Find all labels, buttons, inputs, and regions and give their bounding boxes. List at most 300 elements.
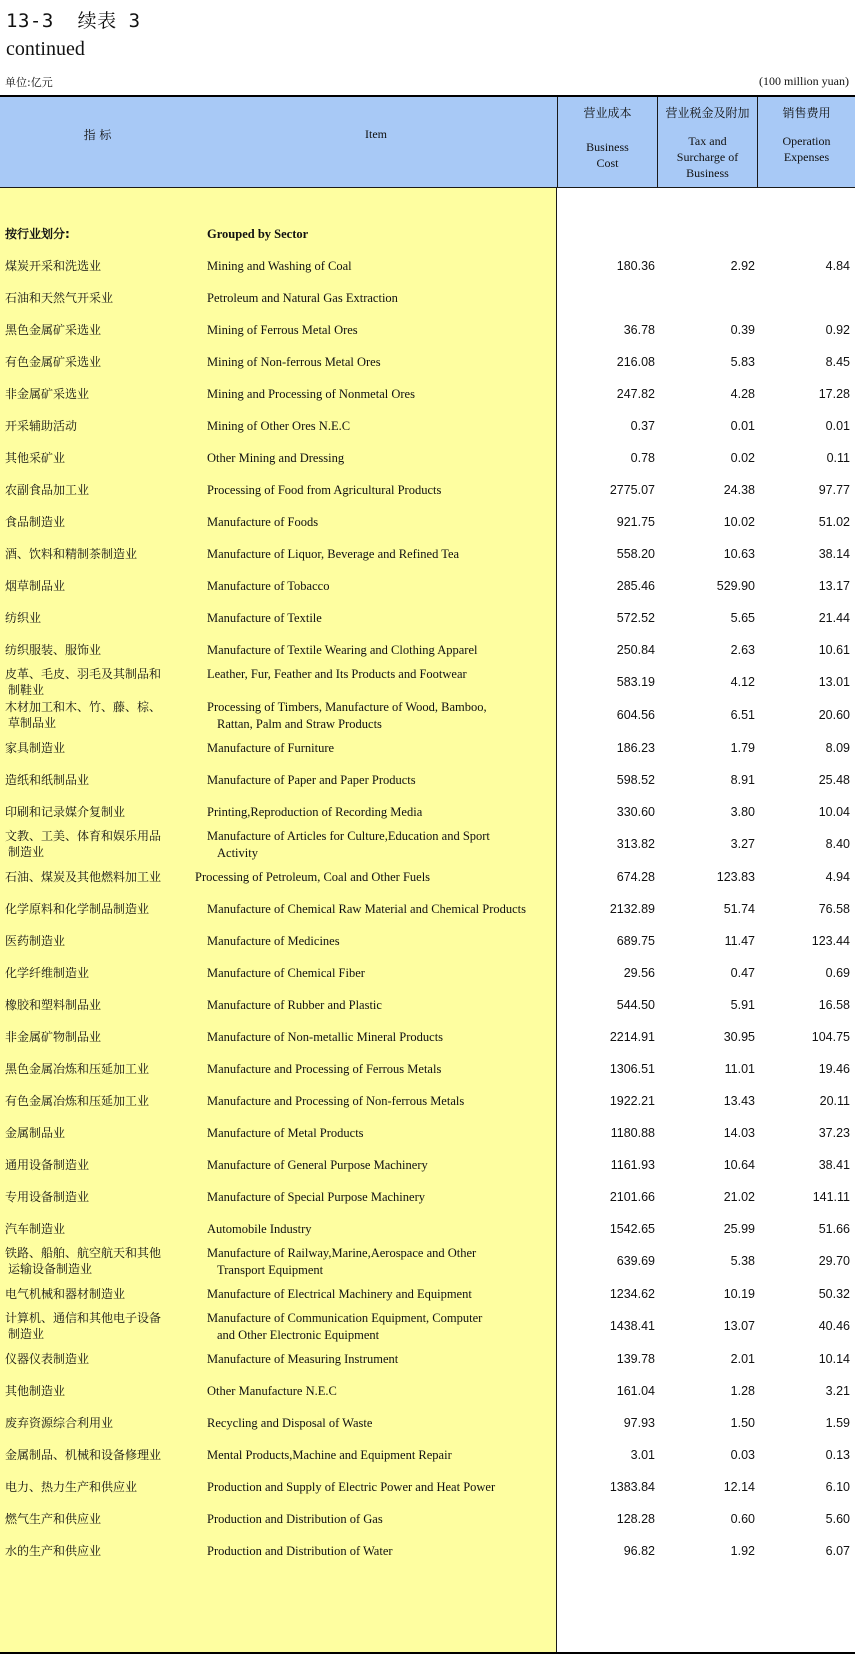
row-business-cost: 921.75 bbox=[616, 515, 655, 529]
row-business-cost: 2214.91 bbox=[609, 1030, 655, 1044]
row-indicator-cn bbox=[5, 901, 193, 917]
row-item-en bbox=[207, 901, 547, 918]
header-business-cost-en-1: Business bbox=[586, 140, 629, 154]
row-indicator-cn bbox=[5, 450, 193, 466]
row-item-en bbox=[207, 642, 547, 659]
row-operation-expenses: 3.21 bbox=[825, 1384, 850, 1398]
row-operation-expenses: 141.11 bbox=[812, 1190, 850, 1204]
row-indicator-cn bbox=[5, 1479, 193, 1495]
row-tax-surcharge: 0.03 bbox=[730, 1448, 755, 1462]
continued-label: continued bbox=[6, 38, 85, 60]
row-item-en-line: Manufacture of Non-metallic Mineral Products bbox=[207, 1030, 444, 1044]
row-indicator-cn-line: 纺织服装、服饰业 bbox=[5, 643, 102, 657]
row-indicator-cn-line: 铁路、船舶、航空航天和其他 bbox=[5, 1246, 162, 1260]
row-item-en bbox=[207, 1286, 547, 1303]
row-operation-expenses: 10.61 bbox=[818, 643, 850, 657]
row-tax-surcharge: 13.43 bbox=[723, 1094, 755, 1108]
row-business-cost: 97.93 bbox=[623, 1416, 655, 1430]
unit-label-en: (100 million yuan) bbox=[759, 74, 849, 88]
row-indicator-cn bbox=[5, 1189, 193, 1205]
row-item-en-line: Manufacture of Foods bbox=[207, 515, 319, 529]
row-indicator-cn-line: 专用设备制造业 bbox=[5, 1190, 90, 1204]
row-operation-expenses: 6.07 bbox=[825, 1544, 850, 1558]
row-business-cost: 689.75 bbox=[616, 934, 655, 948]
row-indicator-cn bbox=[5, 772, 193, 788]
row-item-en bbox=[207, 354, 547, 371]
row-item-en-line: Mining of Ferrous Metal Ores bbox=[207, 323, 358, 337]
row-business-cost: 0.78 bbox=[630, 451, 655, 465]
row-operation-expenses: 4.84 bbox=[825, 259, 850, 273]
row-item-en bbox=[207, 804, 547, 821]
row-item-en bbox=[207, 699, 547, 733]
row-indicator-cn-line: 非金属矿采选业 bbox=[5, 387, 90, 401]
row-operation-expenses: 4.94 bbox=[825, 870, 850, 884]
row-tax-surcharge: 123.83 bbox=[716, 870, 755, 884]
row-item-en-line: Processing of Timbers, Manufacture of Wood, Bamboo, bbox=[207, 700, 487, 714]
row-operation-expenses: 38.41 bbox=[818, 1158, 850, 1172]
row-indicator-cn-line: 草制品业 bbox=[8, 716, 57, 730]
row-business-cost: 1438.41 bbox=[609, 1319, 655, 1333]
row-item-en-line: Manufacture of Rubber and Plastic bbox=[207, 998, 382, 1012]
row-indicator-cn-line: 医药制造业 bbox=[5, 934, 66, 948]
row-tax-surcharge: 11.01 bbox=[724, 1062, 755, 1076]
row-indicator-cn bbox=[5, 546, 193, 562]
row-operation-expenses: 25.48 bbox=[818, 773, 850, 787]
row-item-en-line: Manufacture and Processing of Ferrous Metals bbox=[207, 1062, 442, 1076]
row-indicator-cn-line: 化学原料和化学制品制造业 bbox=[5, 902, 150, 916]
row-operation-expenses: 20.60 bbox=[818, 708, 850, 722]
row-item-en-line: Manufacture of Liquor, Beverage and Refined Tea bbox=[207, 547, 460, 561]
row-item-en-line: Mental Products,Machine and Equipment Repair bbox=[207, 1448, 452, 1462]
header-indicator bbox=[0, 97, 195, 187]
row-item-en-line: Manufacture of Articles for Culture,Education and Sport bbox=[207, 829, 490, 843]
header-operation-expenses-en-2: Expenses bbox=[783, 150, 830, 164]
row-operation-expenses: 104.75 bbox=[811, 1030, 850, 1044]
row-tax-surcharge: 10.19 bbox=[723, 1287, 755, 1301]
row-item-en bbox=[207, 1415, 547, 1432]
row-indicator-cn-line: 家具制造业 bbox=[5, 741, 66, 755]
row-item-en-line: Manufacture of Chemical Raw Material and Chemical Products bbox=[207, 902, 526, 916]
row-item-en-line: Leather, Fur, Feather and Its Products and Footwear bbox=[207, 667, 467, 681]
row-business-cost: 674.28 bbox=[616, 870, 655, 884]
row-indicator-cn bbox=[5, 642, 193, 658]
row-tax-surcharge: 21.02 bbox=[723, 1190, 755, 1204]
row-indicator-cn-line: 其他制造业 bbox=[5, 1384, 66, 1398]
row-indicator-cn bbox=[5, 1511, 193, 1527]
row-tax-surcharge: 51.74 bbox=[723, 902, 755, 916]
row-item-en bbox=[207, 418, 547, 435]
row-business-cost: 216.08 bbox=[616, 355, 655, 369]
row-business-cost: 161.04 bbox=[616, 1384, 655, 1398]
row-indicator-cn-line: 食品制造业 bbox=[5, 515, 66, 529]
row-item-en-line: Manufacture of Electrical Machinery and Equipment bbox=[207, 1287, 472, 1301]
row-operation-expenses: 0.13 bbox=[825, 1448, 850, 1462]
row-item-en-line: Manufacture of Furniture bbox=[207, 741, 335, 755]
row-item-en-line: Production and Distribution of Gas bbox=[207, 1512, 383, 1526]
row-item-en bbox=[207, 1189, 547, 1206]
row-operation-expenses: 0.92 bbox=[825, 323, 850, 337]
row-operation-expenses: 20.11 bbox=[819, 1094, 850, 1108]
row-indicator-cn-line: 制造业 bbox=[8, 1327, 45, 1341]
row-tax-surcharge: 5.83 bbox=[730, 355, 755, 369]
row-indicator-cn bbox=[5, 1157, 193, 1173]
header-operation-expenses bbox=[757, 97, 855, 187]
row-operation-expenses: 21.44 bbox=[818, 611, 850, 625]
row-tax-surcharge: 10.02 bbox=[723, 515, 755, 529]
row-operation-expenses: 97.77 bbox=[818, 483, 850, 497]
row-operation-expenses: 10.14 bbox=[818, 1352, 850, 1366]
row-item-en-line: Printing,Reproduction of Recording Media bbox=[207, 805, 423, 819]
row-item-en bbox=[207, 1221, 547, 1238]
row-item-en bbox=[207, 482, 547, 499]
row-operation-expenses: 38.14 bbox=[818, 547, 850, 561]
row-item-en-line: Recycling and Disposal of Waste bbox=[207, 1416, 373, 1430]
row-indicator-cn bbox=[5, 610, 193, 626]
row-item-en-line: Manufacture of Communication Equipment, Computer bbox=[207, 1311, 483, 1325]
row-item-en-line: Manufacture of Measuring Instrument bbox=[207, 1352, 399, 1366]
row-indicator-cn bbox=[5, 354, 193, 370]
row-indicator-cn-line: 橡胶和塑料制品业 bbox=[5, 998, 102, 1012]
row-indicator-cn bbox=[5, 1383, 193, 1399]
row-item-en-line: Other Mining and Dressing bbox=[207, 451, 345, 465]
row-item-en-line: Transport Equipment bbox=[217, 1263, 324, 1277]
row-tax-surcharge: 529.90 bbox=[716, 579, 755, 593]
row-indicator-cn-line: 黑色金属矿采选业 bbox=[5, 323, 102, 337]
row-operation-expenses: 5.60 bbox=[825, 1512, 850, 1526]
row-item-en-line: Manufacture of Medicines bbox=[207, 934, 340, 948]
row-item-en-line: Manufacture of Special Purpose Machinery bbox=[207, 1190, 425, 1204]
row-business-cost: 639.69 bbox=[616, 1254, 655, 1268]
row-business-cost: 3.01 bbox=[630, 1448, 655, 1462]
row-item-en bbox=[207, 740, 547, 757]
row-business-cost: 1306.51 bbox=[609, 1062, 655, 1076]
row-indicator-cn-line: 计算机、通信和其他电子设备 bbox=[5, 1311, 162, 1325]
row-indicator-cn-line: 制鞋业 bbox=[8, 683, 45, 697]
header-item-en: Item bbox=[365, 127, 387, 141]
row-tax-surcharge: 1.28 bbox=[730, 1384, 755, 1398]
row-indicator-cn-line: 印刷和记录媒介复制业 bbox=[5, 805, 126, 819]
row-business-cost: 1542.65 bbox=[609, 1222, 655, 1236]
row-tax-surcharge: 6.51 bbox=[730, 708, 755, 722]
row-indicator-cn bbox=[5, 1029, 193, 1045]
row-business-cost: 139.78 bbox=[616, 1352, 655, 1366]
row-tax-surcharge: 5.65 bbox=[730, 611, 755, 625]
row-indicator-cn-line: 煤炭开采和洗选业 bbox=[5, 259, 102, 273]
row-item-en bbox=[207, 546, 547, 563]
row-item-en bbox=[207, 1157, 547, 1174]
row-item-en-line: Manufacture of Chemical Fiber bbox=[207, 966, 365, 980]
row-tax-surcharge: 10.63 bbox=[723, 547, 755, 561]
row-indicator-cn bbox=[5, 1543, 193, 1559]
row-operation-expenses: 51.02 bbox=[818, 515, 850, 529]
header-business-cost-en-2: Cost bbox=[596, 156, 619, 170]
header-business-cost bbox=[557, 97, 657, 187]
row-tax-surcharge: 14.03 bbox=[723, 1126, 755, 1140]
row-operation-expenses: 13.17 bbox=[818, 579, 850, 593]
row-business-cost: 0.37 bbox=[630, 419, 655, 433]
row-indicator-cn-line: 电力、热力生产和供应业 bbox=[5, 1480, 138, 1494]
row-indicator-cn bbox=[5, 1447, 193, 1463]
row-item-en bbox=[207, 578, 547, 595]
row-tax-surcharge: 12.14 bbox=[723, 1480, 755, 1494]
row-indicator-cn-line: 纺织业 bbox=[5, 611, 42, 625]
row-indicator-cn-line: 仪器仪表制造业 bbox=[5, 1352, 90, 1366]
row-indicator-cn-line: 木材加工和木、竹、藤、棕、 bbox=[5, 700, 162, 714]
row-business-cost: 247.82 bbox=[616, 387, 655, 401]
row-item-en bbox=[207, 386, 547, 403]
row-indicator-cn-line: 其他采矿业 bbox=[5, 451, 66, 465]
row-tax-surcharge: 5.91 bbox=[730, 998, 755, 1012]
row-business-cost: 313.82 bbox=[616, 837, 655, 851]
row-business-cost: 544.50 bbox=[616, 998, 655, 1012]
row-item-en-line: Rattan, Palm and Straw Products bbox=[217, 717, 382, 731]
row-indicator-cn bbox=[5, 997, 193, 1013]
row-item-en-line: Production and Distribution of Water bbox=[207, 1544, 393, 1558]
row-item-en bbox=[207, 666, 547, 683]
row-item-en-line: Manufacture of Textile bbox=[207, 611, 322, 625]
row-indicator-cn bbox=[5, 828, 193, 860]
row-tax-surcharge: 4.28 bbox=[730, 387, 755, 401]
row-indicator-cn-line: 金属制品业 bbox=[5, 1126, 66, 1140]
row-indicator-cn bbox=[5, 1351, 193, 1367]
row-operation-expenses: 17.28 bbox=[818, 387, 850, 401]
header-indicator-cn: 指 标 bbox=[83, 128, 112, 142]
row-tax-surcharge: 4.12 bbox=[730, 675, 755, 689]
row-business-cost: 36.78 bbox=[623, 323, 655, 337]
row-item-en bbox=[207, 1511, 547, 1528]
row-business-cost: 2132.89 bbox=[609, 902, 655, 916]
row-indicator-cn-line: 燃气生产和供应业 bbox=[5, 1512, 102, 1526]
row-tax-surcharge: 3.27 bbox=[730, 837, 755, 851]
row-item-en-line: Automobile Industry bbox=[207, 1222, 312, 1236]
row-operation-expenses: 51.66 bbox=[818, 1222, 850, 1236]
row-indicator-cn-line: 农副食品加工业 bbox=[5, 483, 90, 497]
row-business-cost: 186.23 bbox=[616, 741, 655, 755]
row-indicator-cn bbox=[5, 699, 193, 731]
row-indicator-cn bbox=[5, 1093, 193, 1109]
header-operation-expenses-cn: 销售费用 bbox=[782, 106, 831, 120]
row-indicator-cn-line: 石油和天然气开采业 bbox=[5, 291, 114, 305]
row-item-en bbox=[207, 1351, 547, 1368]
row-indicator-cn-line: 制造业 bbox=[8, 845, 45, 859]
table-header bbox=[0, 97, 855, 187]
row-indicator-cn bbox=[5, 418, 193, 434]
row-item-en-line: and Other Electronic Equipment bbox=[217, 1328, 380, 1342]
row-item-en bbox=[207, 514, 547, 531]
section-label-cn: 按行业划分: bbox=[5, 227, 70, 241]
row-indicator-cn-line: 汽车制造业 bbox=[5, 1222, 66, 1236]
row-tax-surcharge: 5.38 bbox=[730, 1254, 755, 1268]
row-business-cost: 598.52 bbox=[616, 773, 655, 787]
row-item-en-line: Production and Supply of Electric Power and Heat Power bbox=[207, 1480, 496, 1494]
row-item-en bbox=[207, 1447, 547, 1464]
row-indicator-cn-line: 运输设备制造业 bbox=[8, 1262, 93, 1276]
row-indicator-cn-line: 皮革、毛皮、羽毛及其制品和 bbox=[5, 667, 162, 681]
row-business-cost: 2775.07 bbox=[609, 483, 655, 497]
row-tax-surcharge: 0.47 bbox=[730, 966, 755, 980]
header-tax-surcharge-en-3: Business bbox=[686, 166, 729, 180]
row-indicator-cn-line: 开采辅助活动 bbox=[5, 419, 78, 433]
row-indicator-cn bbox=[5, 666, 193, 698]
header-tax-surcharge-cn: 营业税金及附加 bbox=[665, 106, 750, 120]
row-item-en-line: Mining of Other Ores N.E.C bbox=[207, 419, 351, 433]
row-item-en bbox=[207, 610, 547, 627]
row-operation-expenses: 8.40 bbox=[825, 837, 850, 851]
row-item-en bbox=[207, 1125, 547, 1142]
row-tax-surcharge: 1.92 bbox=[730, 1544, 755, 1558]
row-indicator-cn bbox=[5, 322, 193, 338]
table-number-title: 13-3 续表 3 bbox=[6, 10, 141, 32]
row-indicator-cn bbox=[5, 1310, 193, 1342]
row-indicator-cn bbox=[5, 1125, 193, 1141]
row-indicator-cn-line: 非金属矿物制品业 bbox=[5, 1030, 102, 1044]
row-indicator-cn bbox=[5, 1061, 193, 1077]
row-business-cost: 180.36 bbox=[616, 259, 655, 273]
row-business-cost: 1383.84 bbox=[609, 1480, 655, 1494]
row-item-en bbox=[207, 1245, 547, 1279]
row-operation-expenses: 50.32 bbox=[818, 1287, 850, 1301]
row-indicator-cn bbox=[5, 482, 193, 498]
row-item-en bbox=[207, 1061, 547, 1078]
row-tax-surcharge: 2.63 bbox=[730, 643, 755, 657]
row-indicator-cn-line: 烟草制品业 bbox=[5, 579, 66, 593]
row-indicator-cn bbox=[5, 258, 193, 274]
row-item-en-line: Manufacture of Textile Wearing and Clothing Apparel bbox=[207, 643, 478, 657]
header-tax-surcharge-en-1: Tax and bbox=[688, 134, 727, 148]
row-item-en bbox=[207, 1479, 547, 1496]
row-item-en bbox=[207, 772, 547, 789]
row-tax-surcharge: 24.38 bbox=[723, 483, 755, 497]
row-operation-expenses: 123.44 bbox=[811, 934, 850, 948]
header-tax-surcharge-en-2: Surcharge of bbox=[676, 150, 739, 164]
row-operation-expenses: 40.46 bbox=[818, 1319, 850, 1333]
item-columns-background bbox=[0, 188, 557, 1652]
row-item-en-line: Activity bbox=[217, 846, 258, 860]
row-business-cost: 572.52 bbox=[616, 611, 655, 625]
row-item-en bbox=[207, 1383, 547, 1400]
row-operation-expenses: 76.58 bbox=[818, 902, 850, 916]
row-item-en bbox=[207, 1029, 547, 1046]
row-item-en-line: Manufacture of Metal Products bbox=[207, 1126, 364, 1140]
row-indicator-cn bbox=[5, 804, 193, 820]
row-item-en bbox=[207, 1093, 547, 1110]
row-item-en bbox=[207, 1310, 547, 1344]
row-business-cost: 96.82 bbox=[623, 1544, 655, 1558]
row-indicator-cn bbox=[5, 1245, 193, 1277]
row-tax-surcharge: 0.60 bbox=[730, 1512, 755, 1526]
row-item-en-line: Petroleum and Natural Gas Extraction bbox=[207, 291, 398, 305]
row-indicator-cn-line: 石油、煤炭及其他燃料加工业 bbox=[5, 870, 162, 884]
row-tax-surcharge: 0.39 bbox=[730, 323, 755, 337]
row-item-en-line: Manufacture of General Purpose Machinery bbox=[207, 1158, 428, 1172]
header-operation-expenses-en-1: Operation bbox=[782, 134, 831, 148]
row-indicator-cn-line: 化学纤维制造业 bbox=[5, 966, 90, 980]
row-operation-expenses: 37.23 bbox=[818, 1126, 850, 1140]
row-tax-surcharge: 13.07 bbox=[723, 1319, 755, 1333]
unit-label-cn: 单位:亿元 bbox=[5, 76, 53, 89]
row-tax-surcharge: 3.80 bbox=[730, 805, 755, 819]
row-business-cost: 29.56 bbox=[623, 966, 655, 980]
row-tax-surcharge: 11.47 bbox=[724, 934, 755, 948]
row-operation-expenses: 10.04 bbox=[818, 805, 850, 819]
row-item-en bbox=[207, 965, 547, 982]
row-indicator-cn bbox=[5, 869, 193, 885]
row-item-en-line: Mining and Washing of Coal bbox=[207, 259, 352, 273]
row-operation-expenses: 8.45 bbox=[825, 355, 850, 369]
row-business-cost: 1234.62 bbox=[609, 1287, 655, 1301]
row-operation-expenses: 29.70 bbox=[818, 1254, 850, 1268]
row-item-en bbox=[207, 290, 547, 307]
row-item-en bbox=[207, 933, 547, 950]
row-item-en-line: Mining of Non-ferrous Metal Ores bbox=[207, 355, 381, 369]
row-item-en bbox=[207, 1543, 547, 1560]
row-item-en-line: Processing of Food from Agricultural Products bbox=[207, 483, 442, 497]
row-item-en-line: Mining and Processing of Nonmetal Ores bbox=[207, 387, 415, 401]
row-indicator-cn bbox=[5, 578, 193, 594]
row-indicator-cn-line: 废弃资源综合利用业 bbox=[5, 1416, 114, 1430]
row-indicator-cn bbox=[5, 1221, 193, 1237]
row-indicator-cn bbox=[5, 386, 193, 402]
row-business-cost: 250.84 bbox=[616, 643, 655, 657]
row-business-cost: 2101.66 bbox=[609, 1190, 655, 1204]
row-operation-expenses: 6.10 bbox=[825, 1480, 850, 1494]
row-business-cost: 128.28 bbox=[616, 1512, 655, 1526]
row-operation-expenses: 0.69 bbox=[825, 966, 850, 980]
row-indicator-cn bbox=[5, 290, 193, 306]
row-tax-surcharge: 2.92 bbox=[730, 259, 755, 273]
table-bottom-rule bbox=[0, 1652, 855, 1654]
row-item-en bbox=[207, 322, 547, 339]
row-indicator-cn-line: 水的生产和供应业 bbox=[5, 1544, 102, 1558]
row-operation-expenses: 19.46 bbox=[818, 1062, 850, 1076]
row-operation-expenses: 0.01 bbox=[825, 419, 850, 433]
row-business-cost: 1922.21 bbox=[609, 1094, 655, 1108]
row-indicator-cn-line: 文教、工美、体育和娱乐用品 bbox=[5, 829, 162, 843]
row-tax-surcharge: 10.64 bbox=[723, 1158, 755, 1172]
row-indicator-cn-line: 造纸和纸制品业 bbox=[5, 773, 90, 787]
row-indicator-cn-line: 通用设备制造业 bbox=[5, 1158, 90, 1172]
row-tax-surcharge: 0.01 bbox=[730, 419, 755, 433]
row-indicator-cn bbox=[5, 965, 193, 981]
header-item bbox=[195, 97, 557, 187]
row-item-en bbox=[207, 450, 547, 467]
row-operation-expenses: 0.11 bbox=[826, 451, 850, 465]
row-tax-surcharge: 1.79 bbox=[730, 741, 755, 755]
row-indicator-cn-line: 电气机械和器材制造业 bbox=[5, 1287, 126, 1301]
row-item-en-line: Manufacture of Railway,Marine,Aerospace and Other bbox=[207, 1246, 477, 1260]
row-item-en bbox=[207, 828, 547, 862]
row-operation-expenses: 16.58 bbox=[818, 998, 850, 1012]
row-tax-surcharge: 1.50 bbox=[730, 1416, 755, 1430]
row-operation-expenses: 13.01 bbox=[818, 675, 850, 689]
row-business-cost: 1180.88 bbox=[610, 1126, 655, 1140]
row-indicator-cn bbox=[5, 740, 193, 756]
row-tax-surcharge: 8.91 bbox=[730, 773, 755, 787]
row-business-cost: 604.56 bbox=[616, 708, 655, 722]
row-operation-expenses: 8.09 bbox=[825, 741, 850, 755]
header-tax-surcharge bbox=[657, 97, 757, 187]
row-item-en bbox=[195, 869, 535, 886]
row-indicator-cn bbox=[5, 933, 193, 949]
row-business-cost: 1161.93 bbox=[610, 1158, 655, 1172]
row-item-en-line: Manufacture of Paper and Paper Products bbox=[207, 773, 416, 787]
row-business-cost: 558.20 bbox=[616, 547, 655, 561]
row-item-en bbox=[207, 997, 547, 1014]
row-tax-surcharge: 30.95 bbox=[723, 1030, 755, 1044]
row-tax-surcharge: 0.02 bbox=[730, 451, 755, 465]
row-tax-surcharge: 2.01 bbox=[730, 1352, 755, 1366]
row-item-en-line: Other Manufacture N.E.C bbox=[207, 1384, 337, 1398]
